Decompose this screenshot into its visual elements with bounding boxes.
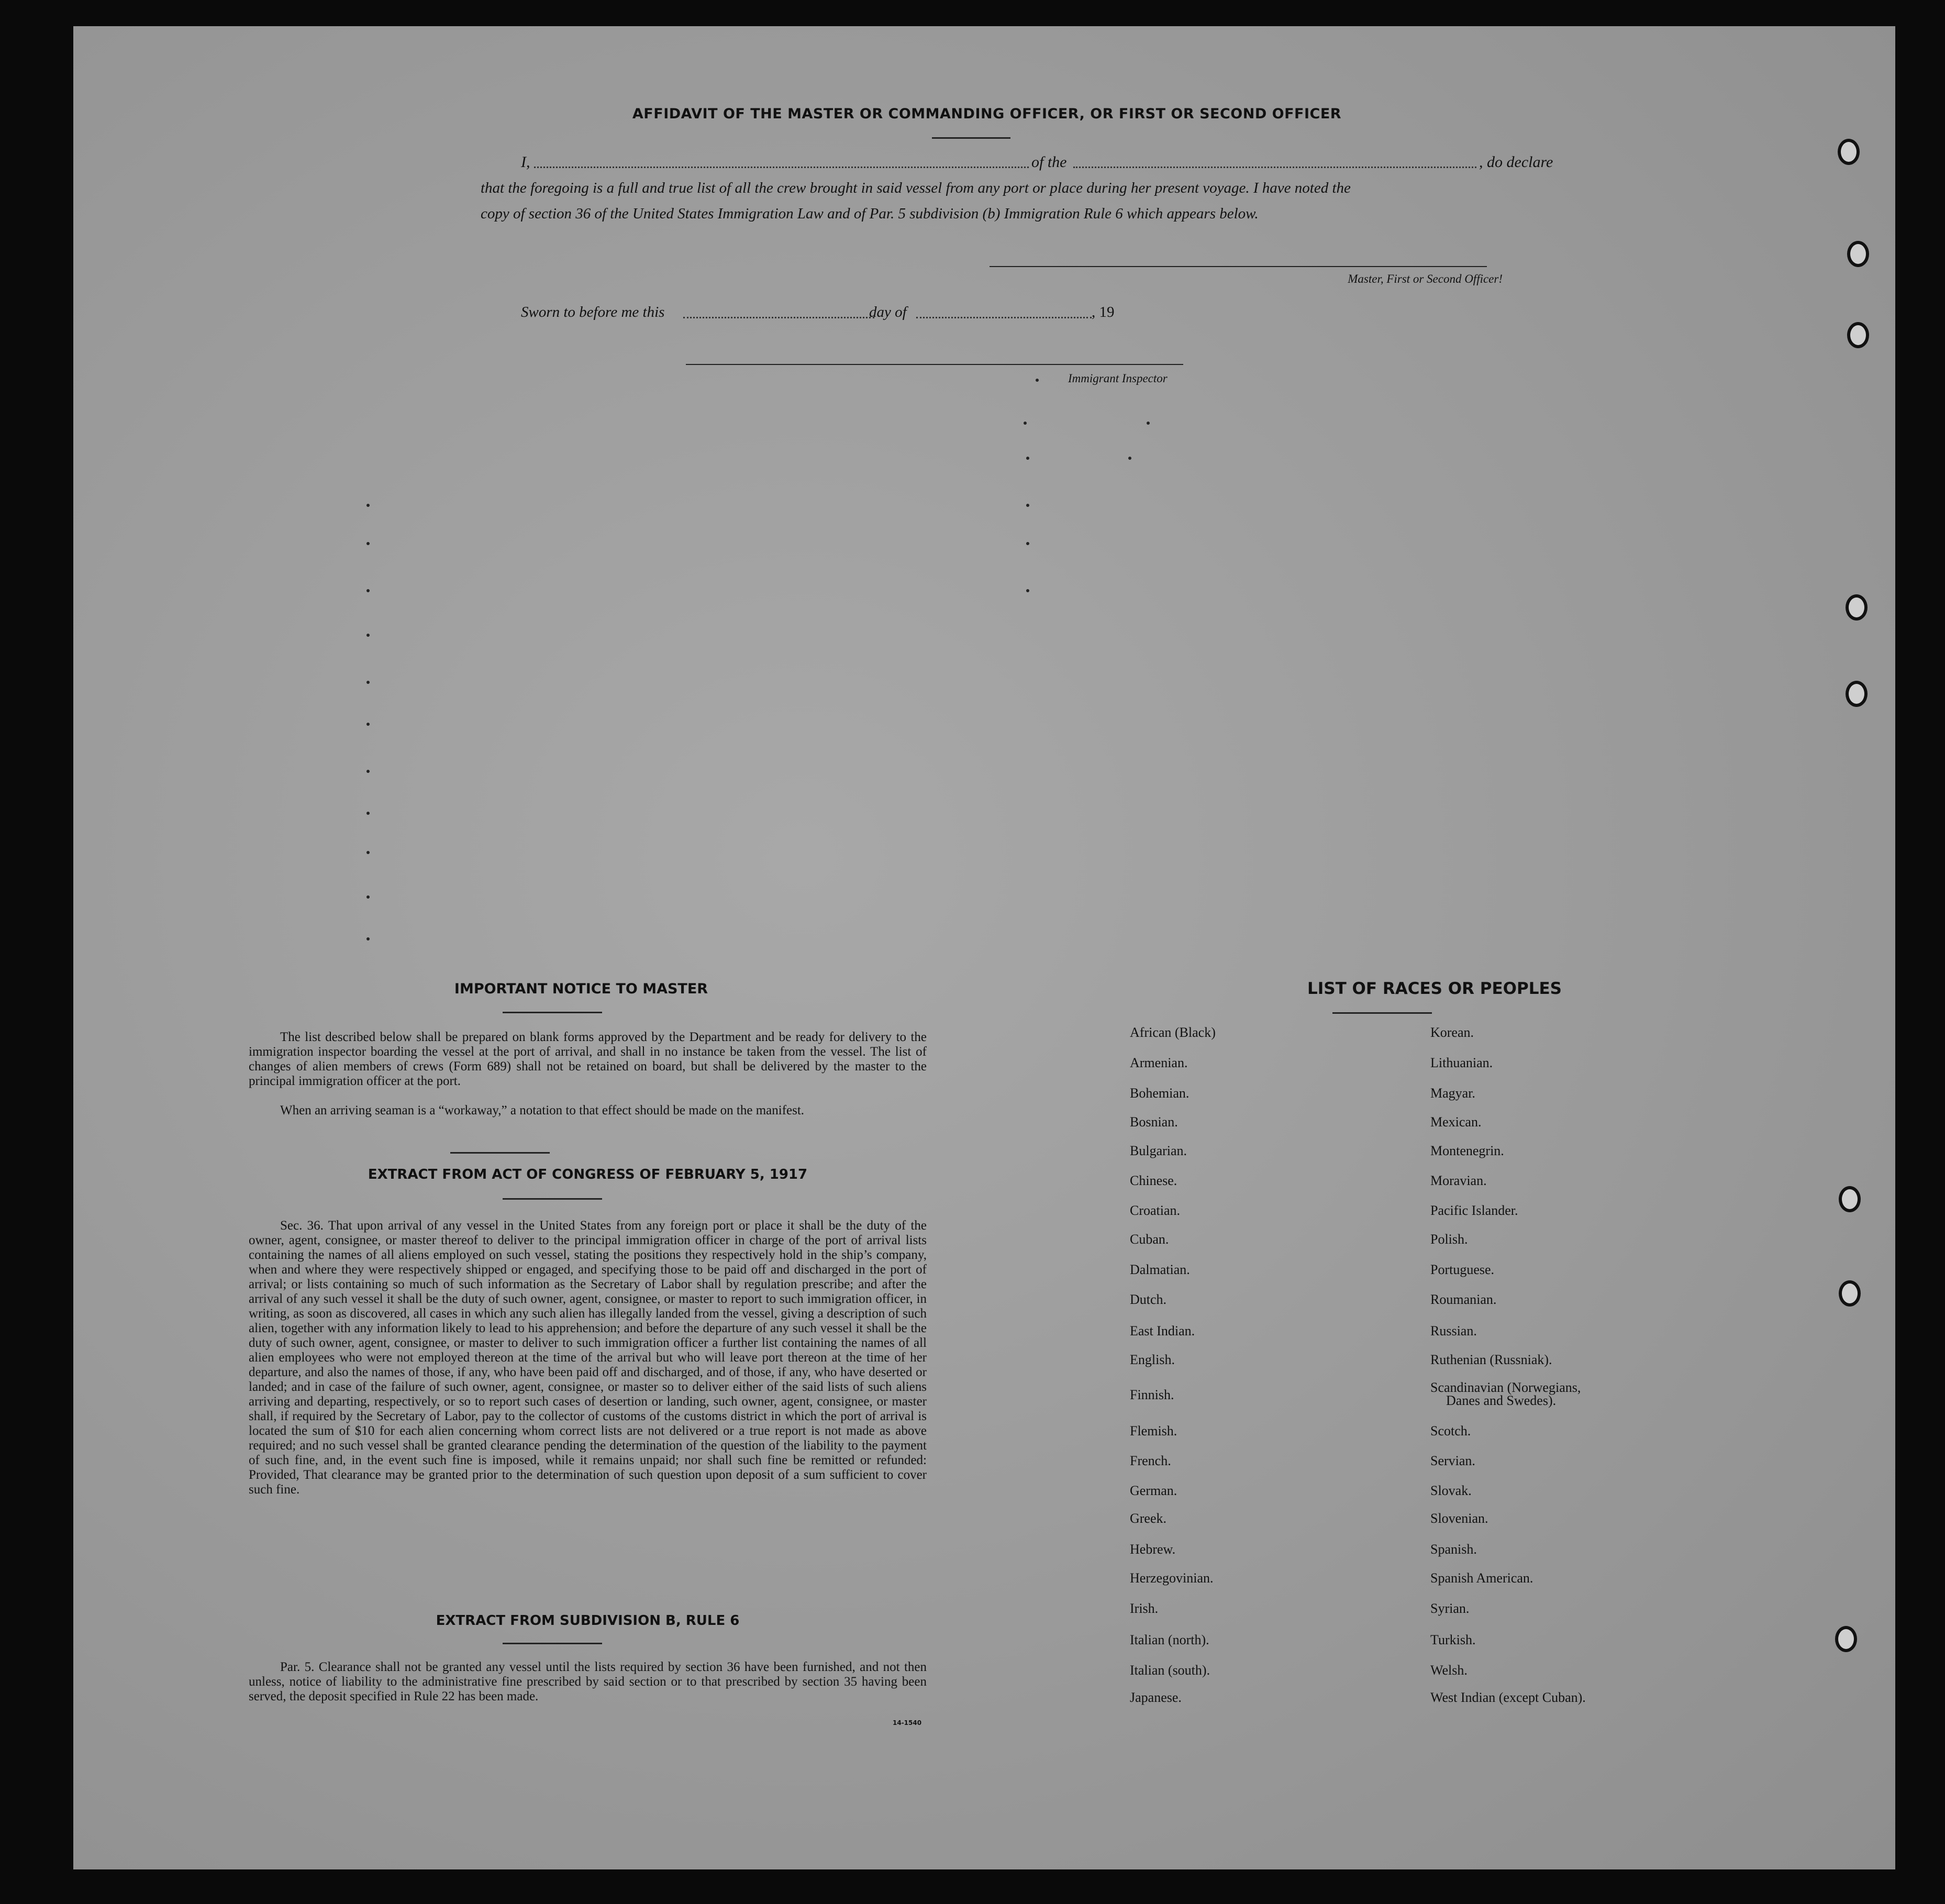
sworn-day-field[interactable] bbox=[683, 317, 874, 318]
affidavit-title: AFFIDAVIT OF THE MASTER OR COMMANDING OFFICER, OR FIRST OR SECOND OFFICER bbox=[632, 106, 1342, 122]
affidavit-declare-label: , do declare bbox=[1479, 153, 1553, 171]
race-item: Herzegovinian. bbox=[1130, 1570, 1214, 1586]
faint-mark bbox=[1026, 504, 1029, 507]
race-item: Slovenian. bbox=[1430, 1511, 1488, 1526]
affidavit-i-label: I, bbox=[521, 153, 530, 171]
race-item: Magyar. bbox=[1430, 1086, 1475, 1101]
notice-paragraph-1: The list described below shall be prepared on blank forms approved by the Department and be ready for delivery to the immigration inspector boarding the vessel at the port of arrival, and shall in no instance be taken from the vessel. The list of changes of alien members of crews (Form 689) shall not be retained on board, but shall be delivered by the master to the principal immigration officer at the port. bbox=[249, 1030, 927, 1088]
faint-mark bbox=[366, 681, 370, 684]
rule-extract-underline bbox=[503, 1643, 602, 1644]
race-item: Montenegrin. bbox=[1430, 1143, 1504, 1158]
race-item: Italian (south). bbox=[1130, 1663, 1210, 1678]
binder-hole bbox=[1846, 681, 1868, 707]
faint-mark bbox=[1128, 457, 1131, 460]
race-item: Italian (north). bbox=[1130, 1632, 1209, 1647]
act-extract-body: Sec. 36. That upon arrival of any vessel in the United States from any foreign port or place it shall be the duty of the owner, agent, consignee, or master thereof to deliver to the principal immigration officer in charge of the port of arrival lists containing the names of all aliens employed on such vessel, stating the positions they respectively hold in the ship’s company, when and where they were respectively shipped or engaged, and specifying those to be paid off and discharged in the port of arrival; or lists containing so much of such information as the Secretary of Labor shall by regulation prescribe; and after the arrival of any such vessel it shall be the duty of such owner, agent, consignee, or master to report to such immigration officer, in writing, as soon as discovered, all cases in which any such alien has illegally landed from the vessel, giving a description of such alien, together with any information likely to lead to his apprehension; and before the departure of any such vessel it shall be the duty of such owner, agent, consignee, or master to deliver to such immigration officer a further list containing the names of all alien employees who were not employed thereon at the time of the arrival but who will leave port thereon at the time of her departure, and also the names of those, if any, who have been paid off and discharged, and of those, if any, who have deserted or landed; and in case of the failure of such owner, agent, consignee, or master so to deliver either of the said lists of such aliens arriving and departing, respectively, or so to report such cases of desertion or landing, such owner, agent, consignee, or master shall, if required by the Secretary of Labor, pay to the collector of customs of the customs district in which the port of arrival is located the sum of $10 for each alien concerning whom correct lists are not delivered or a true report is not made as above required; and no such vessel shall be granted clearance pending the determination of the question of the liability to the payment of such fine, and, in the event such fine is imposed, while it remains unpaid; nor shall such fine be remitted or refunded: Provided, That clearance may be granted prior to the determination of such question upon deposit of a sum sufficient to cover such fine. bbox=[249, 1219, 927, 1497]
race-item: West Indian (except Cuban). bbox=[1430, 1690, 1586, 1705]
race-item: Korean. bbox=[1430, 1025, 1474, 1040]
race-item: Ruthenian (Russniak). bbox=[1430, 1352, 1552, 1367]
faint-mark bbox=[1147, 422, 1150, 425]
race-item: Polish. bbox=[1430, 1232, 1468, 1247]
faint-mark bbox=[366, 895, 370, 899]
faint-mark bbox=[366, 504, 370, 507]
races-underline bbox=[1332, 1012, 1432, 1014]
faint-mark bbox=[1026, 589, 1029, 592]
name-field[interactable] bbox=[534, 167, 1029, 168]
race-item: Croatian. bbox=[1130, 1203, 1181, 1218]
master-signature-label: Master, First or Second Officer! bbox=[1348, 272, 1503, 285]
act-extract-title: EXTRACT FROM ACT OF CONGRESS OF FEBRUARY 5, 1917 bbox=[368, 1167, 808, 1182]
faint-mark bbox=[366, 770, 370, 773]
race-item: Russian. bbox=[1430, 1323, 1477, 1338]
affidavit-line-3: copy of section 36 of the United States Immigration Law and of Par. 5 subdivision (b) Immigration Rule 6 which appears below. bbox=[481, 205, 1259, 222]
faint-mark bbox=[366, 937, 370, 940]
race-item: Dalmatian. bbox=[1130, 1262, 1190, 1277]
notice-underline bbox=[503, 1012, 602, 1013]
race-item: Bulgarian. bbox=[1130, 1143, 1187, 1158]
binder-hole bbox=[1847, 241, 1869, 267]
section-divider bbox=[450, 1152, 550, 1154]
master-signature-line[interactable] bbox=[990, 266, 1487, 267]
rule-extract-body: Par. 5. Clearance shall not be granted any vessel until the lists required by section 36 have been furnished, and not then unless, notice of liability to the administrative fine prescribed by said section or to that prescribed by section 35 having been served, the deposit specified in Rule 22 has been made. bbox=[249, 1660, 927, 1703]
race-item-continuation: Danes and Swedes). bbox=[1446, 1393, 1557, 1408]
inspector-signature-line[interactable] bbox=[686, 364, 1183, 365]
race-item: Scandinavian (Norwegians, bbox=[1430, 1380, 1581, 1395]
race-item: Scotch. bbox=[1430, 1423, 1471, 1438]
faint-mark bbox=[1024, 422, 1027, 425]
race-item: Welsh. bbox=[1430, 1663, 1468, 1678]
faint-mark bbox=[366, 542, 370, 545]
binder-hole bbox=[1838, 139, 1860, 165]
binder-hole bbox=[1835, 1626, 1857, 1652]
race-item: Turkish. bbox=[1430, 1632, 1476, 1647]
binder-hole bbox=[1839, 1280, 1861, 1307]
race-item: Bohemian. bbox=[1130, 1086, 1190, 1101]
race-item: African (Black) bbox=[1130, 1025, 1216, 1040]
race-item: Slovak. bbox=[1430, 1483, 1472, 1498]
race-item: French. bbox=[1130, 1453, 1171, 1468]
races-left-column bbox=[1130, 1025, 1392, 1706]
race-item: Irish. bbox=[1130, 1601, 1159, 1616]
affidavit-line-2: that the foregoing is a full and true list of all the crew brought in said vessel from any port or place during her present voyage. I have noted the bbox=[481, 180, 1351, 196]
race-item: Lithuanian. bbox=[1430, 1055, 1493, 1070]
year-label: , 19 bbox=[1092, 304, 1115, 320]
race-item: German. bbox=[1130, 1483, 1177, 1498]
faint-mark bbox=[1026, 457, 1029, 460]
binder-hole bbox=[1839, 1186, 1861, 1212]
vessel-field[interactable] bbox=[1073, 167, 1476, 168]
race-item: Chinese. bbox=[1130, 1173, 1177, 1188]
faint-mark bbox=[1036, 379, 1039, 382]
race-item: Armenian. bbox=[1130, 1055, 1188, 1070]
race-item: Bosnian. bbox=[1130, 1114, 1178, 1130]
binder-hole bbox=[1847, 322, 1869, 348]
race-item: Japanese. bbox=[1130, 1690, 1182, 1705]
inspector-label: Immigrant Inspector bbox=[1068, 372, 1168, 385]
document-sheet bbox=[73, 26, 1895, 1869]
faint-mark bbox=[366, 634, 370, 637]
title-underline bbox=[932, 137, 1010, 139]
race-item: Servian. bbox=[1430, 1453, 1475, 1468]
notice-title: IMPORTANT NOTICE TO MASTER bbox=[454, 981, 708, 997]
faint-mark bbox=[366, 812, 370, 815]
race-item: Spanish. bbox=[1430, 1542, 1477, 1557]
race-item: Cuban. bbox=[1130, 1232, 1169, 1247]
race-item: Greek. bbox=[1130, 1511, 1167, 1526]
act-extract-underline bbox=[503, 1198, 602, 1200]
race-item: Moravian. bbox=[1430, 1173, 1487, 1188]
rule-extract-title: EXTRACT FROM SUBDIVISION B, RULE 6 bbox=[436, 1613, 740, 1629]
race-item: Portuguese. bbox=[1430, 1262, 1495, 1277]
faint-mark bbox=[366, 723, 370, 726]
day-of-label: day of bbox=[869, 304, 907, 320]
affidavit-of-the-label: of the bbox=[1031, 153, 1067, 171]
form-number: 14-1540 bbox=[893, 1719, 922, 1726]
sworn-month-field[interactable] bbox=[916, 317, 1092, 318]
faint-mark bbox=[366, 589, 370, 592]
race-item: Mexican. bbox=[1430, 1114, 1482, 1130]
races-right-column bbox=[1430, 1025, 1744, 1706]
races-title: LIST OF RACES OR PEOPLES bbox=[1307, 979, 1562, 998]
race-item: Finnish. bbox=[1130, 1387, 1174, 1402]
race-item: English. bbox=[1130, 1352, 1175, 1367]
race-item: Spanish American. bbox=[1430, 1570, 1533, 1586]
race-item: Flemish. bbox=[1130, 1423, 1177, 1438]
faint-mark bbox=[1026, 542, 1029, 545]
race-item: Dutch. bbox=[1130, 1292, 1167, 1307]
faint-mark bbox=[366, 851, 370, 854]
notice-paragraph-2: When an arriving seaman is a “workaway,” a notation to that effect should be made on the manifest. bbox=[280, 1103, 805, 1117]
race-item: Roumanian. bbox=[1430, 1292, 1497, 1307]
race-item: East Indian. bbox=[1130, 1323, 1195, 1338]
sworn-label: Sworn to before me this bbox=[521, 304, 665, 320]
race-item: Hebrew. bbox=[1130, 1542, 1176, 1557]
race-item: Pacific Islander. bbox=[1430, 1203, 1518, 1218]
race-item: Syrian. bbox=[1430, 1601, 1470, 1616]
binder-hole bbox=[1846, 594, 1868, 621]
